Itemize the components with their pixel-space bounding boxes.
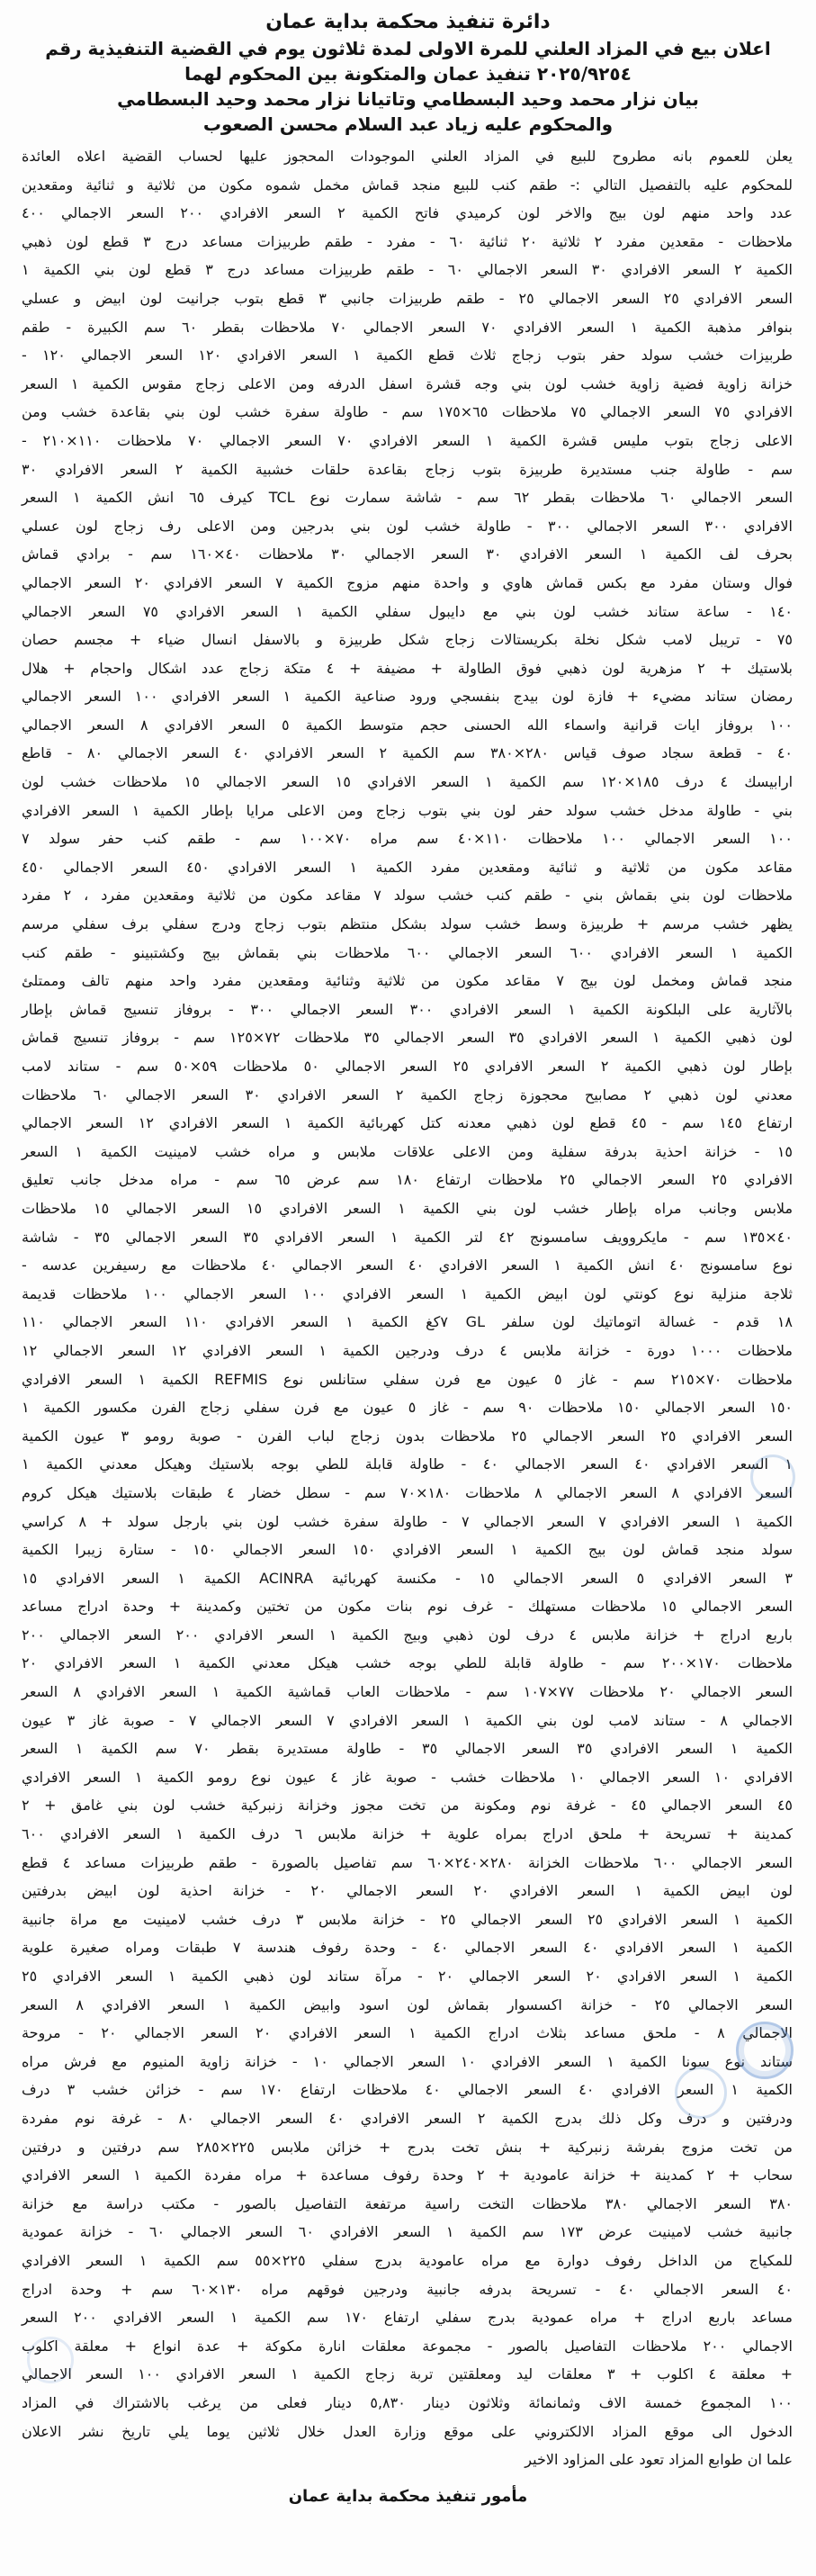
header-line: والمحكوم عليه زياد عبد السلام محسن الصعوب [202,113,614,135]
body-line: بنوافر مذهبة الكمية ١ السعر الافرادي ٧٠ السعر الاجمالي ٧٠ ملاحظات بقطر ٦٠ سم الكبيرة - طقم [22,318,794,336]
body-line: الكمية ١ السعر الافرادي ٤٠ السعر الاجمالي ٤٠ - وحدة رفوف هندسة ٧ طبقات ومراه صغيرة علوية [22,1939,793,1957]
body-line: الاجمالي ٢٠٠ ملاحظات التفاصيل بالصور - مجموعة معلقات انارة مكوكة + عدة انواع + معلقة اكلوب [22,2337,793,2355]
body-line: مساعد باربع ادراج + مراه عمودية بدرج سفلي ارتفاع ١٧٠ سم الكمية ١ السعر الافرادي ٢٠٠ السعر [22,2309,793,2327]
body-line: الكمية ١ السعر الافرادي ٤٠ السعر الاجمالي ٤٠ ملاحظات ارتفاع ١٧٠ سم - خزائن خشب ٣ درف [22,2081,793,2099]
body-line: بإطار لون ذهبي الكمية ٢ السعر الافرادي ٢٥ السعر الاجمالي ٥٠ ملاحظات ٥٩×٥٠ سم - ستاند لامب [22,1058,793,1075]
body-line: باربع ادراج + خزانة ملابس ٤ درف لون ذهبي وبيج الكمية ١ السعر الافرادي ٢٠٠ السعر الاجمالي ٢٠٠ [22,1626,793,1644]
body-line: الافرادي ٢٥ السعر الاجمالي ٢٥ ملاحظات ارتفاع ١٨٠ سم عرض ٦٥ سم - مراه مدخل جانب تعليق [22,1171,794,1189]
body-line: الاعلى زجاج بتوب مليس قشرة الكمية ١ السعر الافرادي ٧٠ السعر الاجمالي ٧٠ ملاحظات ١١٠×٢١٠ - [22,431,794,449]
body-line: الكمية ١ السعر الافرادي ٦٠٠ السعر الاجمالي ٦٠٠ ملاحظات بني بقماش بيج وكشتبينو - طقم كنب [22,943,794,961]
body-line: الكمية ١ السعر الافرادي ٧ السعر الاجمالي ٧ - طاولة سفرة خشب لون بني بارجل سولد + ٨ كراسي [22,1512,794,1530]
header-line: بيان نزار محمد وحيد البسطامي وتاتيانا نزار محمد وحيد البسطامي [117,88,699,110]
body-line: ١٥ - خزانة احذية بدرفة سفلية ومن الاعلى علاقات ملابس و مراه خشب لامينيت الكمية ١ السعر [22,1142,793,1160]
body-line: الكمية ١ السعر الافرادي ٢٠ السعر الاجمالي ٢٠ - مرآة ستاند لون ذهبي الكمية ١ السعر الافرادي ٢٥ [22,1968,794,1985]
body-line: الافرادي ٣٠٠ السعر الاجمالي ٣٠٠ - طاولة خشب لون بني بدرجين ومن الاعلى رف زجاج لون عسلي [22,517,793,535]
body-line: طربيزات خشب سولد حفر بتوب زجاج ثلاث قطع الكمية ١ السعر الافرادي ١٢٠ السعر الاجمالي ١٢٠ - [22,347,794,365]
body-line: الافرادي ٧٥ السعر الاجمالي ٧٥ ملاحظات ٦٥×١٧٥ سم - طاولة سفرة خشب لون بني بقاعدة خشب ومن [22,403,794,421]
body-line: ١٠٠ السعر الاجمالي ١٠٠ ملاحظات ١١٠×٤٠ سم مراه ٧٠×١٠٠ سم - طقم كنب حفر سولد ٧ [22,830,793,848]
body-line: ٤٠ - قطعة سجاد صوف قياس ٢٨٠×٣٨٠ سم الكمية ٢ السعر الافرادي ٤٠ السعر الاجمالي ٨٠ - قاطع [22,744,794,762]
body-line: سولد منجد قماش لون بيج الكمية ١ السعر الافرادي ١٥٠ السعر الاجمالي ١٥٠ - ستارة زيبرا الكمية [22,1541,793,1559]
body-line: السعر الافرادي ٢٥ السعر الاجمالي ٢٥ - طقم طربيزات جانبي ٣ قطع بتوب جرانيت لون ابيض و عسلي [22,289,794,307]
body-line: ١ السعر الافرادي ٤٠ السعر الاجمالي ٤٠ - طاولة قابلة للطي بوجه بلاستيك وهيكل معدني الكمية ١ [22,1455,794,1473]
body-line: الاجمالي ٨ - ستاند لامب لون بني الكمية ١ السعر الافرادي ٧ السعر الاجمالي ٧ - صوبة غاز ٣ عيون [22,1711,794,1729]
body-line: الكمية ١ السعر الافرادي ٢٥ السعر الاجمالي ٢٥ - خزانة ملابس ٣ درف خشب لامينيت مع مراة جانبية [22,1910,794,1928]
body-line: ٣ السعر الافرادي ٥ السعر الاجمالي ١٥ - مكنسة كهربائية ACINRA الكمية ١ السعر الافرادي ١٥ [22,1569,794,1587]
body-line: الكمية ١ السعر الافرادي ٣٥ السعر الاجمالي ٣٥ - طاولة مستديرة بقطر ٧٠ سم الكمية ١ السعر [22,1740,793,1758]
announcement-body [0,137,816,2474]
body-line: ارابيسك ٤ درف ١٨٥×١٢٠ سم الكمية ١ السعر الافرادي ١٥ السعر الاجمالي ١٥ ملاحظات خشب لون [22,773,794,791]
body-line: للمحكوم عليه بالتفصيل التالي :- طقم كنب للبيع منجد قماش مخمل شموه مكون من ثلاثية و ثنائية ومقعدين [22,176,793,194]
body-line: السعر الاجمالي ٢٠ ملاحظات ٧٧×١٠٧ سم - ملاحظات العاب قماشية الكمية ١ السعر الافرادي ٨ السعر [22,1683,794,1701]
body-line: ارتفاع ١٤٥ سم - ٤٥ قطع لون ذهبي معدنه كتل كهربائية الكمية ١ السعر الافرادي ١٢ السعر الاجمالي [22,1114,793,1132]
body-line: بالآثارية على البلكونة الكمية ١ السعر الافرادي ٣٠٠ السعر الاجمالي ٣٠٠ - بروفاز تنسيج قماش بإطار [22,1000,793,1018]
body-line: للمكياج من الداخل رفوف دوارة مع مراه عامودية بدرج سفلي ٢٢٥×٥٥ سم الكمية ١ السعر الافرادي [22,2251,794,2269]
body-line: ملاحظات - مقعدين مفرد ٢ ثلاثية ٢٠ ثنائية ٦٠ - مفرد - طقم طربيزات مساعد درج ٣ قطع لون ذهبي [22,232,793,250]
body-line: ملاحظات ١٠٠٠ دورة - خزانة ملابس ٤ درف ودرجين الكمية ١ السعر الافرادي ١٢ السعر الاجمالي ١٢ [22,1341,793,1359]
body-line: ٤٠×١٣٥ سم - مايكروويف سامسونج ٤٢ لتر الكمية ١ السعر الافرادي ٣٥ السعر الاجمالي ٣٥ - شاشة [22,1228,793,1246]
body-line: ثلاجة منزلية نوع كونتي لون ابيض الكمية ١ السعر الافرادي ١٠٠ السعر الاجمالي ١٠٠ ملاحظات قديمة [22,1284,793,1302]
header-line: اعلان بيع في المزاد العلني للمرة الاولى لمدة ثلاثون يوم في القضية التنفيذية رقم [45,38,771,59]
body-line: لون ابيض الكمية ١ السعر الافرادي ٢٠ السعر الاجمالي ٢٠ - خزانة احذية لون ابيض بدرفتين [22,1882,793,1900]
body-line: علما ان طوابع المزاد تعود على المزاود الاخير [525,2451,793,2469]
body-line: السعر الافرادي ٨ السعر الاجمالي ٨ ملاحظات ١٨٠×٧٠ سم - سطل خضار ٤ طبقات بلاستيك هيكل كروم [22,1483,793,1501]
body-line: السعر الاجمالي ٦٠٠ ملاحظات الخزانة ٢٨٠×٢٤٠×٦٠ سم تفاصيل بالصورة - طقم طربيزات مساعد ٤ قطع [22,1853,793,1871]
signature-line: مأمور تنفيذ محكمة بداية عمان [288,2486,528,2506]
body-line: لون ذهبي الكمية ١ السعر الافرادي ٣٥ السعر الاجمالي ٣٥ ملاحظات ٧٢×١٢٥ سم - بروفاز تنسيج قماش [22,1029,793,1047]
page-title: دائرة تنفيذ محكمة بداية عمان [265,11,551,33]
body-line: ٣٨٠ السعر الاجمالي ٣٨٠ ملاحظات التخت راسية مرتفعة التفاصيل بالصور - مكتب دراسة مع خزانة [22,2194,793,2212]
body-line: ملابس وجانب مراه بإطار خشب لون بني الكمية ١ السعر الافرادي ١٥ السعر الاجمالي ١٥ ملاحظات [22,1199,794,1217]
body-line: السعر الاجمالي ١٥ ملاحظات مستهلك - غرف نوم بنات مكون من تختين وكمدينة + وحدة ادراج مساعد [22,1598,794,1616]
body-line: + معلقة ٤ اكلوب + ٣ معلقات ليد ومعلقتين تربة زجاج الكمية ١ السعر الافرادي ١٠٠ السعر الاجمالي [22,2365,793,2383]
body-line: ١٥٠ السعر الاجمالي ١٥٠ ملاحظات ٩٠ سم - غاز ٥ عيون مع فرن سفلي زجاج الفرن مكسور الكمية ١ [22,1399,794,1417]
body-line: ملاحظات ٧٠×٢١٥ سم - غاز ٥ عيون مع فرن سفلي ستانلس نوع REFMIS الكمية ١ السعر الافرادي [22,1370,793,1388]
body-line: نوع سامسونج ٤٠ انش الكمية ١ السعر الافرادي ٤٠ السعر الاجمالي ٤٠ ملاحظات مع رسيفرين عدسه - [22,1256,794,1274]
document-header [0,0,816,137]
header-line: ٢٠٢٥/٩٢٥٤ تنفيذ عمان والمتكونة بين المحكوم لهما [184,63,632,85]
body-line: من تخت مزوج بفرشة زنبركية + بنش تخت بدرج + خزائن ملابس ٢٢٥×٢٨٥ سم درفتين و درفتين [22,2138,793,2156]
body-line: ١٤٠ - ساعة ستاند خشب لون بني مع دايبول سفلي الكمية ١ السعر الافرادي ٧٥ السعر الاجمالي [22,602,793,620]
body-line: السعر الاجمالي ٦٠ ملاحظات بقطر ٦٢ سم - شاشة سمارت نوع TCL كيرف ٦٥ انش الكمية ١ السعر [22,489,794,507]
body-line: الكمية ٢ السعر الافرادي ٣٠ السعر الاجمالي ٦٠ - طقم طربيزات مساعد درج ٣ قطع لون بني الكمية ١ [22,261,793,279]
body-line: بني - طاولة مدخل خشب سولد حفر لون بني بتوب زجاج ومن الاعلى مرايا بإطار الكمية ١ السعر الافرادي [22,801,794,819]
body-line: مقاعد مكون من ثلاثية و ثنائية ومقعدين مفرد الكمية ١ السعر الافرادي ٤٥٠ السعر الاجمالي ٤٥٠ [22,858,793,876]
body-line: بلاستيك + ٢ مزهرية لون ذهبي فوق الطاولة + مضيفة + ٤ متكة زجاج عدد اشكال واحجام + هلال [22,659,794,677]
body-line: ٤٠ السعر الاجمالي ٤٠ - تسريحة بدرفه جانبية ودرجين فوقهم مراه ١٣٠×٦٠ سم + وحدة ادراج [22,2280,794,2298]
body-line: ملاحظات ١٧٠×٢٠٠ سم - طاولة قابلة للطي بوجه خشب هيكل معدني الكمية ١ السعر الافرادي ٢٠ [22,1654,793,1672]
body-line: ملاحظات لون بني بقماش بني - طقم كنب خشب سولد ٧ مقاعد مكون من ثلاثية ومقعدين مفرد ، ٢ مفرد [22,887,794,905]
body-line: ٤٥ السعر الاجمالي ٤٥ - غرفة نوم ومكونة من تخت مجوز وخزانة زنبركية خشب لون بني غامق + ٢ [22,1797,793,1815]
body-line: ١٠٠ بروفاز ايات قرانية واسماء الله الحسنى حجم متوسط الكمية ٥ السعر الافرادي ٨ السعر الاجمالي [22,716,794,734]
body-line: سم - طاولة جنب مستديرة طربيزة بتوب زجاج بقاعدة حلقات خشبية الكمية ٢ السعر الافرادي ٣٠ [22,460,793,478]
body-line: الدخول الى موقع المزاد الالكتروني على موقع وزارة العدل خلال ثلاثين يوما يلي تاريخ نشر الاعلان [22,2422,793,2440]
body-line: خزانة زاوية فضية زاوية خشب لون بني وجه قشرة اسفل الدرفه ومن الاعلى زجاج مقوس الكمية ١ السعر [22,374,794,392]
body-line: عدد واحد منهم لون بيج والاخر لون كرميدي فاتح الكمية ٢ السعر الافرادي ٢٠٠ السعر الاجمالي ٤٠٠ [22,204,793,222]
body-line: يظهر خشب مرسم + طربيزة وسط خشب سولد بشكل منتظم بتوب زجاج ودرج سفلي برف سفلي مرسم [22,915,793,933]
body-line: السعر الافرادي ٢٥ السعر الاجمالي ٢٥ ملاحظات بدون زجاج لباب الفرن - صوبة رومو ٣ عيون الكمية [22,1427,794,1445]
body-line: معدني لون ذهبي ٢ مصابيح محجوزة زجاج الكمية ٢ السعر الافرادي ٣٠ السعر الاجمالي ٦٠ ملاحظات [22,1085,794,1103]
body-line: رمضان ستاند مضيء + فازة لون بيدج بنفسجي ورود صناعية الكمية ١ السعر الافرادي ١٠٠ السعر الاجمالي [22,688,793,706]
body-line: الافرادي ١٠ السعر الاجمالي ١٠ ملاحظات خشب - صوبة غاز ٤ عيون نوع رومو الكمية ١ السعر الافرادي [22,1768,794,1786]
body-line: ١٨ قدم - غسالة اتوماتيك لون سلفر GL ٧كغ الكمية ١ السعر الافرادي ١١٠ السعر الاجمالي ١١٠ [22,1313,793,1331]
body-line: ودرفتين و درف وكل ذلك بدرج الكمية ٢ السعر الافرادي ٤٠ السعر الاجمالي ٨٠ - غرفة نوم مفردة [22,2109,793,2127]
body-line: منجد قماش ومخمل لون بيج ٧ مقاعد مكون من ثلاثية وثنائية ومقعدين مفرد واحد منهم تالف وممتلئ [22,972,793,990]
body-line: ١٠٠ المجموع خمسة الاف وثمانمائة وثلاثون دينار ٥,٨٣٠ دينار فعلى من يرغب بالاشتراك في المزاد [22,2393,793,2411]
body-line: يعلن للعموم بانه مطروح للبيع في المزاد العلني الموجودات المحجوز عليها لحساب القضية اعلاه العائدة [22,148,793,165]
header-lines [0,36,816,137]
body-line: سحاب + ٢ كمدينة + خزانة عامودية + ٢ وحدة رفوف مساعدة + مراه مفردة الكمية ١ السعر الافرادي [22,2166,794,2184]
body-line: بحرف لف الكمية ١ السعر الافرادي ٣٠ السعر الاجمالي ٣٠ ملاحظات ٤٠×١٦٠ سم - برادي قماش [22,545,793,563]
body-line: السعر الاجمالي ٢٥ - خزانة اكسسوار بقماش لون اسود وابيض الكمية ١ السعر الافرادي ٨ السعر [22,1995,793,2013]
body-line: فوال وستان مفرد مع بكس قماش هاوي و واحدة منهم مزوج الكمية ٧ السعر الافرادي ٢٠ السعر الاجمالي [22,573,793,591]
body-line: الاجمالي ٨ - ملحق مساعد بثلاث ادراج الكمية ١ السعر الافرادي ٢٠ السعر الاجمالي ٢٠ - مروحة [22,2024,794,2042]
body-line: كمدينة + تسريحة + ملحق ادراج بمراه علوية + خزانة ملابس ٦ درف الكمية ١ السعر الافرادي ٦٠٠ [22,1825,793,1843]
body-line: ستاند نوع سونا الكمية ١ السعر الافرادي ١٠ السعر الاجمالي ١٠ - خزانة زاوية المنيوم مع فرش مراه [22,2052,793,2070]
body-line: ٧٥ - تريبل لامب شكل نخلة بكريستالات زجاج شكل طربيزة و بالاسفل انسال ضياء + مجسم حصان [22,631,793,649]
body-line: جانبية خشب لامينيت عرض ١٧٣ سم الكمية ١ السعر الافرادي ٦٠ السعر الاجمالي ٦٠ - خزانة عمودية [22,2223,794,2241]
